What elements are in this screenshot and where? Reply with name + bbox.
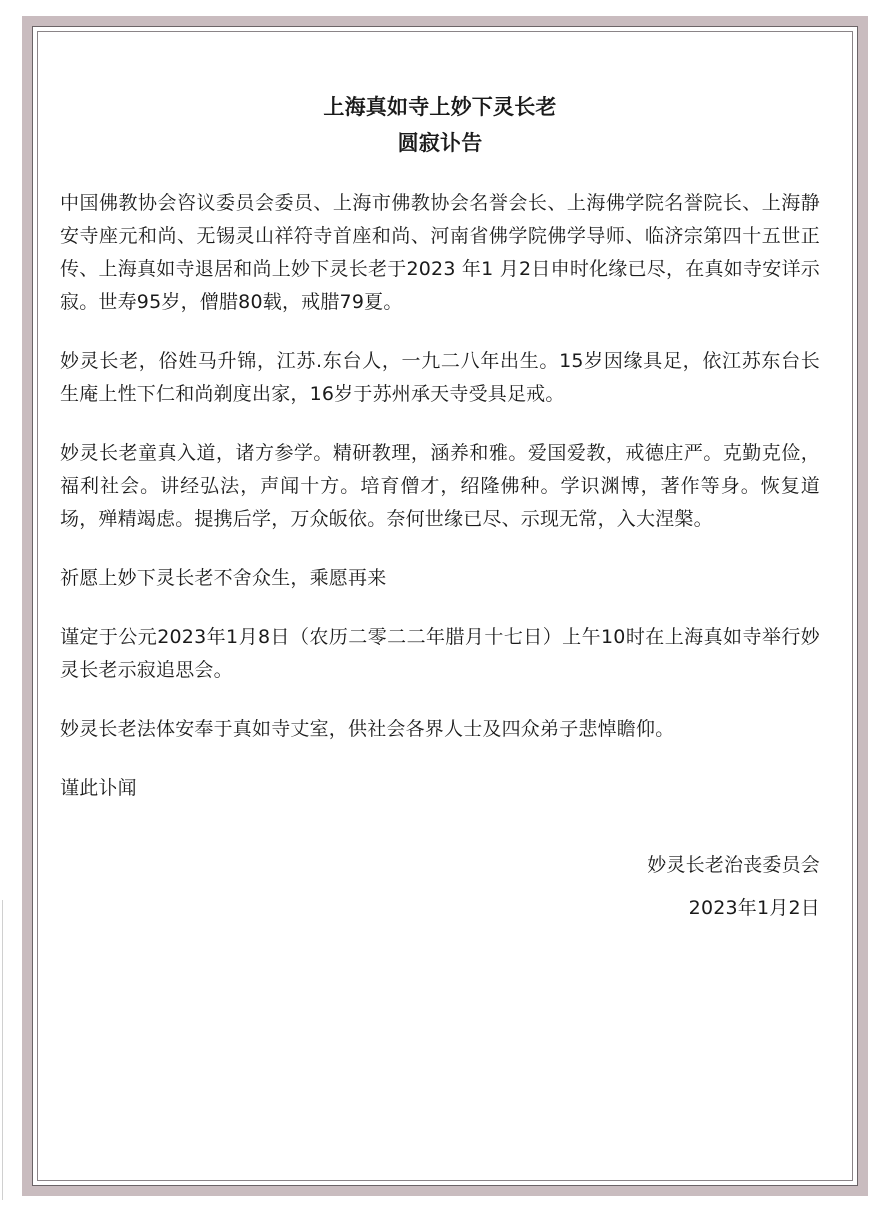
document-title: 上海真如寺上妙下灵长老	[323, 95, 557, 119]
signature-committee: 妙灵长老治丧委员会	[647, 854, 820, 876]
paragraph-viewing: 妙灵长老法体安奉于真如寺丈室，供社会各界人士及四众弟子悲悼瞻仰。	[60, 718, 675, 740]
document-content	[60, 89, 820, 925]
paragraph-virtues: 妙灵长老童真入道，诸方参学。精研教理，涵养和雅。爱国爱教，戒德庄严。克勤克俭，福利社会。讲经弘法，声闻十方。培育僧才，绍隆佛种。学识渊博，著作等身。恢复道场，殚精竭虑。提携后学，万众皈依。奈何世缘已尽、示现无常，入大涅槃。	[60, 442, 820, 530]
paragraph-intro: 中国佛教协会咨议委员会委员、上海市佛教协会名誉会长、上海佛学院名誉院长、上海静安寺座元和尚、无锡灵山祥符寺首座和尚、河南省佛学院佛学导师、临济宗第四十五世正传、上海真如寺退居和尚上妙下灵长老于2023 年1 月2日申时化缘已尽，在真如寺安详示寂。世寿95岁，僧腊80载，戒腊79夏。	[60, 192, 820, 313]
document-border	[32, 26, 858, 1186]
paragraph-biography: 妙灵长老，俗姓马升锦，江苏.东台人，一九二八年出生。15岁因缘具足，依江苏东台长生庵上性下仁和尚剃度出家，16岁于苏州承天寺受具足戒。	[60, 350, 820, 405]
outer-frame	[22, 16, 868, 1196]
paragraph-memorial: 谨定于公元2023年1月8日（农历二零二二年腊月十七日）上午10时在上海真如寺举行妙灵长老示寂追思会。	[60, 626, 820, 681]
left-edge-line	[2, 900, 3, 1200]
paragraph-closing: 谨此讣闻	[60, 777, 137, 799]
signature-date: 2023年1月2日	[688, 897, 820, 919]
paragraph-prayer: 祈愿上妙下灵长老不舍众生，乘愿再来	[60, 567, 387, 589]
document-subtitle: 圆寂讣告	[397, 131, 483, 155]
